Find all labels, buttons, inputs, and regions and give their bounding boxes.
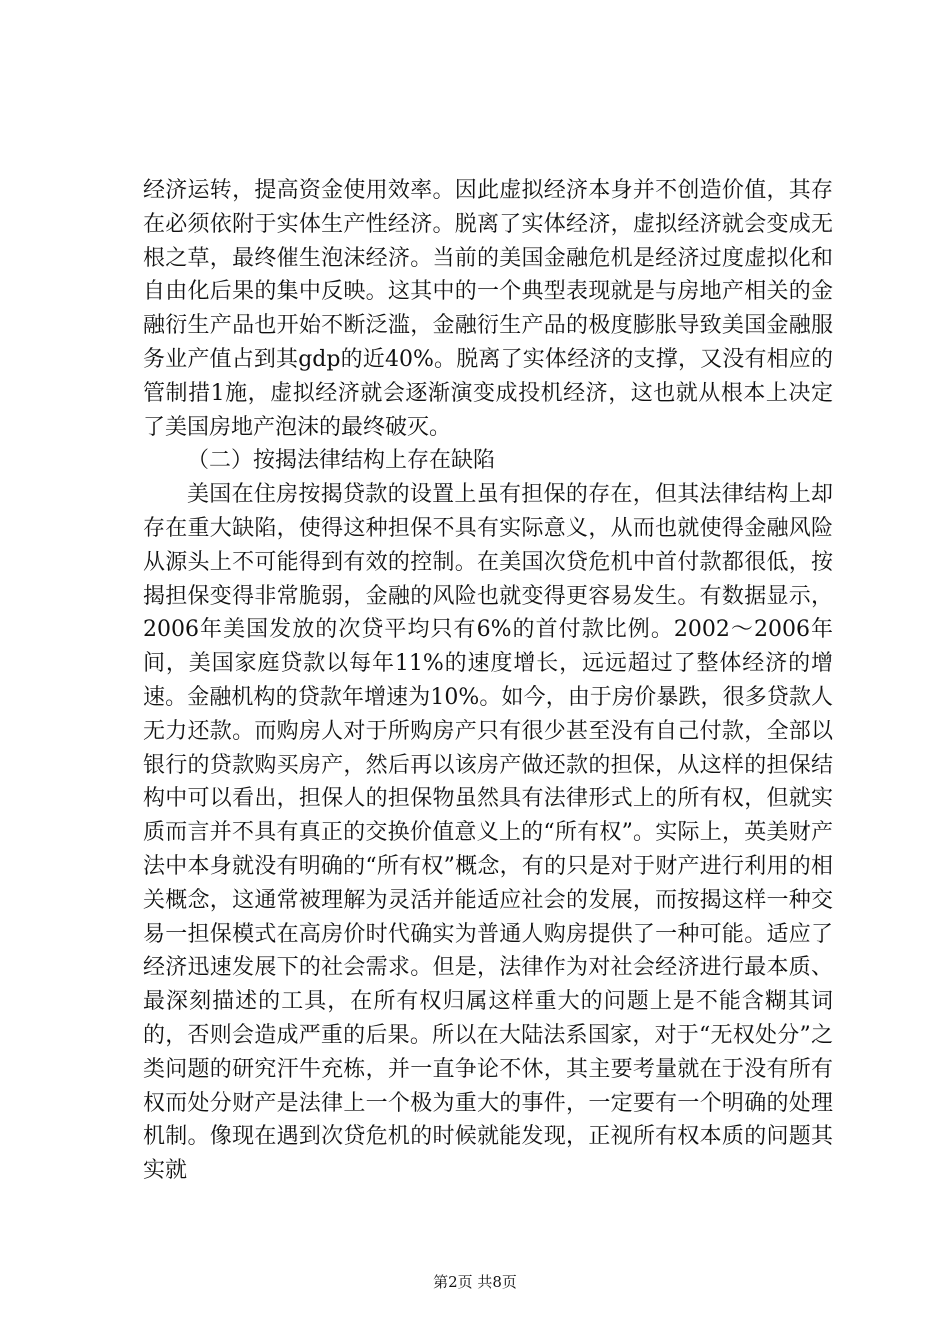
paragraph-mortgage-defects: 美国在住房按揭贷款的设置上虽有担保的存在，但其法律结构上却存在重大缺陷，使得这种担保不具有实际意义，从而也就使得金融风险从源头上不可能得到有效的控制。在美国次贷危机中首付款都很低，按揭担保变得非常脆弱，金融的风险也就变得更容易发生。有数据显示，2006年美国发放的次贷平均只有6%的首付款比例。2002～2006年间，美国家庭贷款以每年11%的速度增长，远远超过了整体经济的增速。金融机构的贷款年增速为10%。如今，由于房价暴跌，很多贷款人无力还款。而购房人对于所购房产只有很少甚至没有自己付款，全部以银行的贷款购买房产，然后再以该房产做还款的担保，从这样的担保结构中可以看出，担保人的担保物虽然具有法律形式上的所有权，但就实质而言并不具有真正的交换价值意义上的“所有权”。实际上，英美财产法中本身就没有明确的“所有权”概念，有的只是对于财产进行利用的相关概念，这通常被理解为灵活并能适应社会的发展，而按揭这样一种交易一担保模式在高房价时代确实为普通人购房提供了一种可能。适应了经济迅速发展下的社会需求。但是，法律作为对社会经济进行最本质、最深刻描述的工具，在所有权归属这样重大的问题上是不能含糊其词的，否则会造成严重的后果。所以在大陆法系国家，对于“无权处分”之类问题的研究汗牛充栋，并一直争论不休，其主要考量就在于没有所有权而处分财产是法律上一个极为重大的事件，一定要有一个明确的处理机制。像现在遇到次贷危机的时候就能发现，正视所有权本质的问题其实就 bbox=[143, 482, 833, 1184]
paragraph-virtual-economy: 经济运转，提高资金使用效率。因此虚拟经济本身并不创造价值，其存在必须依附于实体生产性经济。脱离了实体经济，虚拟经济就会变成无根之草，最终催生泡沫经济。当前的美国金融危机是经济过度虚拟化和自由化后果的集中反映。这其中的一个典型表现就是与房地产相关的金融衍生产品也开始不断泛滥，金融衍生产品的极度膨胀导致美国金融服务业产值占到其gdp的近40%。脱离了实体经济的支撑，又没有相应的管制措1施，虚拟经济就会逐渐演变成投机经济，这也就从根本上决定了美国房地产泡沫的最终破灭。 bbox=[143, 178, 833, 440]
document-body bbox=[143, 174, 833, 1188]
page-number-footer: 第2页 共8页 bbox=[433, 1273, 517, 1291]
section-heading-mortgage-structure: （二）按揭法律结构上存在缺陷 bbox=[187, 448, 496, 474]
